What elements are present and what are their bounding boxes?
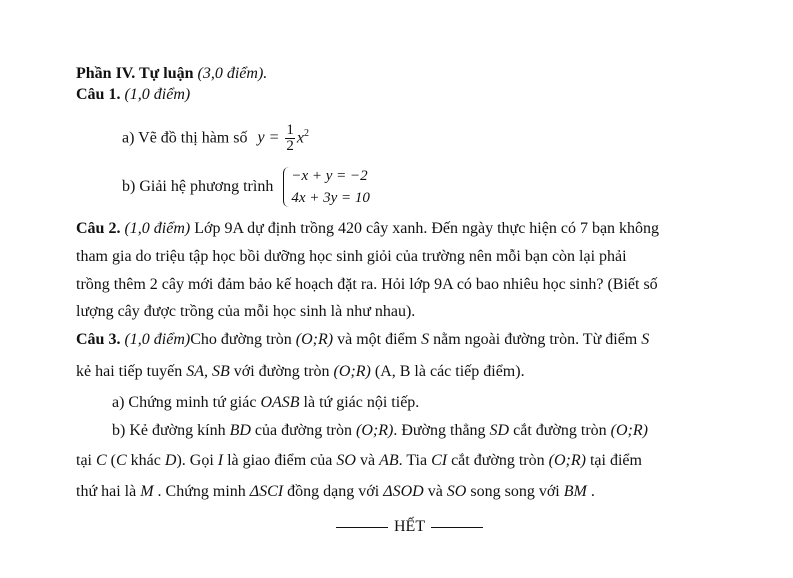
end-marker: [330, 517, 489, 537]
q2-text-1: Lớp 9A dự định trồng 420 cây xanh. Đến ngày thực hiện có 7 bạn không: [194, 220, 660, 237]
q1-a-var: x: [296, 129, 304, 147]
circle-symbol: (O;R): [610, 422, 648, 439]
q2-points: (1,0 điểm): [124, 220, 191, 237]
q1-part-a: [122, 117, 309, 155]
point-s: S: [421, 331, 430, 348]
fraction-denominator: 2: [286, 138, 294, 155]
q3-a-text: là tứ giác nội tiếp.: [303, 394, 420, 411]
math-symbol: SD: [489, 422, 510, 439]
section-heading-line: [76, 64, 267, 84]
q3-b-text: . Tia: [398, 452, 428, 469]
q3-b-text: .: [590, 483, 595, 500]
q3-text: với đường tròn: [233, 363, 330, 380]
q3-text: và một điểm: [337, 331, 418, 348]
q1-a-text: a) Vẽ đồ thị hàm số: [122, 129, 248, 147]
circle-symbol: (O;R): [333, 363, 371, 380]
tangents-symbol: SA, SB: [186, 363, 230, 380]
q3-line-2: [76, 362, 525, 382]
q3-text: nằm ngoài đường tròn. Từ điểm: [433, 331, 638, 348]
point-s: S: [641, 331, 650, 348]
end-text: HẾT: [394, 518, 426, 535]
q3-b-text: đồng dạng với: [287, 483, 380, 500]
math-symbol: BD: [229, 422, 251, 439]
q3-b-text: thứ hai là: [76, 483, 137, 500]
q1-points: (1,0 điểm): [124, 86, 191, 103]
q3-b-text: cắt đường tròn: [451, 452, 545, 469]
system-eq-1: −x + y = −2: [291, 168, 368, 185]
equation-system: [281, 165, 370, 209]
math-symbol: M: [140, 483, 154, 500]
q1-heading: [76, 85, 190, 105]
q2-line-3: trồng thêm 2 cây mới đảm bảo kế hoạch đặt ra. Hỏi lớp 9A có bao nhiêu học sinh? (Biết số: [76, 276, 658, 293]
fraction-numerator: 1: [286, 122, 294, 139]
divider-right: [431, 527, 483, 528]
q2-label: Câu 2.: [76, 220, 121, 237]
q3-b-text: và: [359, 452, 376, 469]
math-symbol: BM: [563, 483, 587, 500]
q1-b-text: b) Giải hệ phương trình: [122, 178, 274, 195]
q3-text: Cho đường tròn: [190, 331, 292, 348]
q3-part-b-line-1: [112, 421, 648, 441]
fraction-one-half: [285, 123, 295, 154]
q1-a-lhs: y =: [257, 129, 280, 147]
q3-label: Câu 3.: [76, 331, 121, 348]
q1-a-exponent: 2: [303, 128, 309, 139]
math-symbol: D: [164, 452, 177, 469]
q3-b-text: song song với: [470, 483, 560, 500]
q3-b-text: (: [110, 452, 116, 469]
q3-b-text: là giao điểm của: [227, 452, 333, 469]
quadrilateral-symbol: OASB: [260, 394, 300, 411]
math-symbol: CI: [431, 452, 448, 469]
q3-b-text: . Chứng minh: [157, 483, 246, 500]
q3-b-text: cắt đường tròn: [513, 422, 607, 439]
q3-b-text: tại điểm: [589, 452, 642, 469]
q2-line-2: tham gia do triệu tập học bồi dưỡng học sinh giỏi của trường nên mỗi bạn còn lại phải: [76, 248, 627, 265]
q3-b-text: khác: [130, 452, 161, 469]
section-points: (3,0 điểm).: [197, 65, 268, 82]
q3-points: (1,0 điểm): [124, 331, 191, 348]
q3-part-b-line-2: [76, 451, 642, 471]
q3-part-b-line-3: [76, 482, 595, 502]
circle-symbol: (O;R): [356, 422, 394, 439]
triangle-symbol: ΔSCI: [249, 483, 284, 500]
q3-b-text: . Đường thẳng: [393, 422, 486, 439]
system-eq-2: 4x + 3y = 10: [291, 190, 370, 207]
math-symbol: C: [116, 452, 127, 469]
q3-b-text: b) Kẻ đường kính: [112, 422, 226, 439]
q2-line-1: [76, 219, 659, 239]
math-symbol: C: [96, 452, 107, 469]
q3-part-a: [112, 393, 419, 413]
q2-line-4: lượng cây được trồng của mỗi học sinh là như nhau).: [76, 303, 416, 320]
q3-text: (A, B là các tiếp điểm).: [374, 363, 525, 380]
q3-b-text: tại: [76, 452, 92, 469]
math-symbol: SO: [336, 452, 356, 469]
q3-text: kẻ hai tiếp tuyến: [76, 363, 183, 380]
math-symbol: I: [217, 452, 224, 469]
math-symbol: SO: [446, 483, 467, 500]
divider-left: [336, 527, 388, 528]
triangle-symbol: ΔSOD: [383, 483, 424, 500]
q1-part-b: [122, 164, 370, 210]
q3-line-1: [76, 330, 649, 350]
q3-b-text: và: [427, 483, 443, 500]
q3-b-text: của đường tròn: [254, 422, 352, 439]
math-symbol: AB: [379, 452, 399, 469]
section-heading: Phần IV. Tự luận: [76, 65, 194, 82]
q1-label: Câu 1.: [76, 86, 121, 103]
circle-symbol: (O;R): [548, 452, 586, 469]
circle-symbol: (O;R): [295, 331, 334, 348]
q3-b-text: ). Gọi: [176, 452, 214, 469]
q3-a-text: a) Chứng minh tứ giác: [112, 394, 257, 411]
